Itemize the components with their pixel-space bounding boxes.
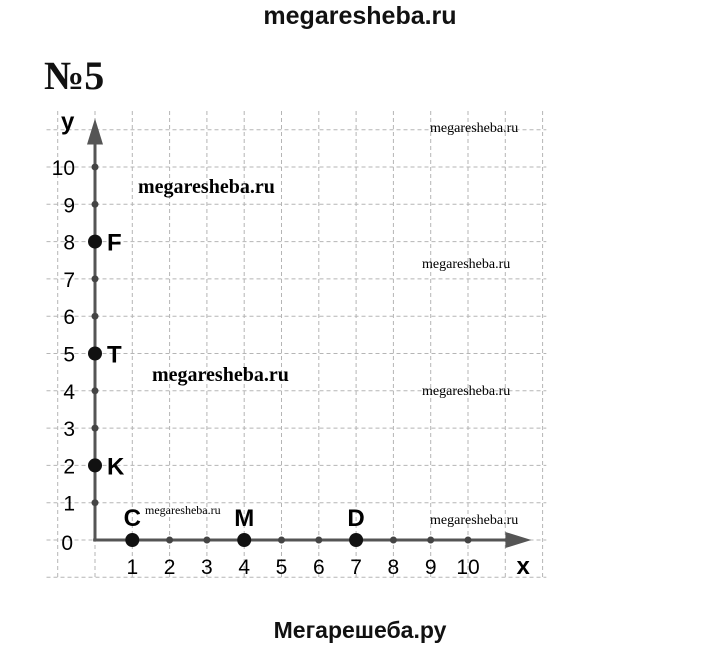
x-tick-dot (203, 537, 210, 544)
watermark: megaresheba.ru (430, 513, 519, 528)
watermark: megaresheba.ru (145, 503, 221, 517)
point-K (88, 458, 102, 472)
y-tick-label: 6 (63, 306, 75, 330)
x-tick-label: 4 (238, 556, 251, 579)
watermark: megaresheba.ru (422, 257, 511, 272)
site-footer: Мегарешеба.ру (273, 617, 447, 643)
x-tick-dot (278, 537, 285, 544)
point-label-T: T (107, 341, 122, 369)
point-F (88, 235, 102, 249)
points (88, 230, 365, 547)
x-tick-label: 2 (163, 556, 176, 579)
point-label-K: K (107, 453, 125, 481)
point-M (237, 533, 251, 547)
x-tick-label: 9 (424, 556, 437, 579)
y-tick-label: 7 (63, 268, 75, 292)
y-tick-label: 9 (63, 194, 75, 218)
y-tick-dot (92, 201, 99, 208)
y-tick-dot (92, 164, 99, 171)
y-tick-label: 3 (63, 418, 75, 442)
y-axis-arrow (87, 119, 103, 145)
y-tick-label: 10 (51, 157, 75, 180)
y-tick-label: 5 (63, 343, 75, 367)
x-axis-label: x (516, 553, 530, 580)
y-tick-dot (92, 425, 99, 432)
x-tick-label: 5 (275, 556, 288, 579)
x-tick-label: 8 (387, 556, 400, 579)
y-tick-label: 8 (63, 231, 75, 255)
y-tick-dot (92, 499, 99, 506)
x-tick-dot (465, 537, 472, 544)
point-C (125, 533, 139, 547)
x-tick-label: 7 (350, 556, 362, 579)
point-T (88, 347, 102, 361)
point-label-D: D (347, 505, 365, 532)
y-tick-dot (92, 387, 99, 394)
watermark: megaresheba.ru (152, 364, 289, 386)
watermark: megaresheba.ru (430, 121, 519, 136)
watermarks (138, 121, 518, 528)
y-tick-dot (92, 313, 99, 320)
watermark: megaresheba.ru (138, 176, 275, 198)
watermark: megaresheba.ru (422, 384, 511, 399)
x-tick-label: 3 (201, 556, 213, 579)
point-label-C: C (123, 505, 141, 532)
x-tick-label: 10 (456, 556, 480, 579)
x-tick-dot (315, 537, 322, 544)
x-tick-dot (390, 537, 397, 544)
y-tick-dot (92, 275, 99, 282)
point-D (349, 533, 363, 547)
y-tick-label: 1 (63, 492, 75, 516)
y-tick-label: 2 (63, 455, 75, 479)
x-axis-arrow (505, 532, 531, 548)
x-tick-dot (427, 537, 434, 544)
point-label-F: F (107, 229, 122, 257)
x-tick-dot (166, 537, 173, 544)
y-tick-label: 4 (63, 380, 75, 404)
problem-number: №5 (44, 53, 105, 98)
point-label-M: M (234, 505, 255, 532)
site-header: megaresheba.ru (263, 2, 457, 30)
y-axis-label: y (61, 108, 75, 136)
x-tick-label: 0 (61, 532, 73, 555)
x-tick-label: 1 (126, 556, 139, 579)
x-tick-label: 6 (312, 556, 325, 579)
